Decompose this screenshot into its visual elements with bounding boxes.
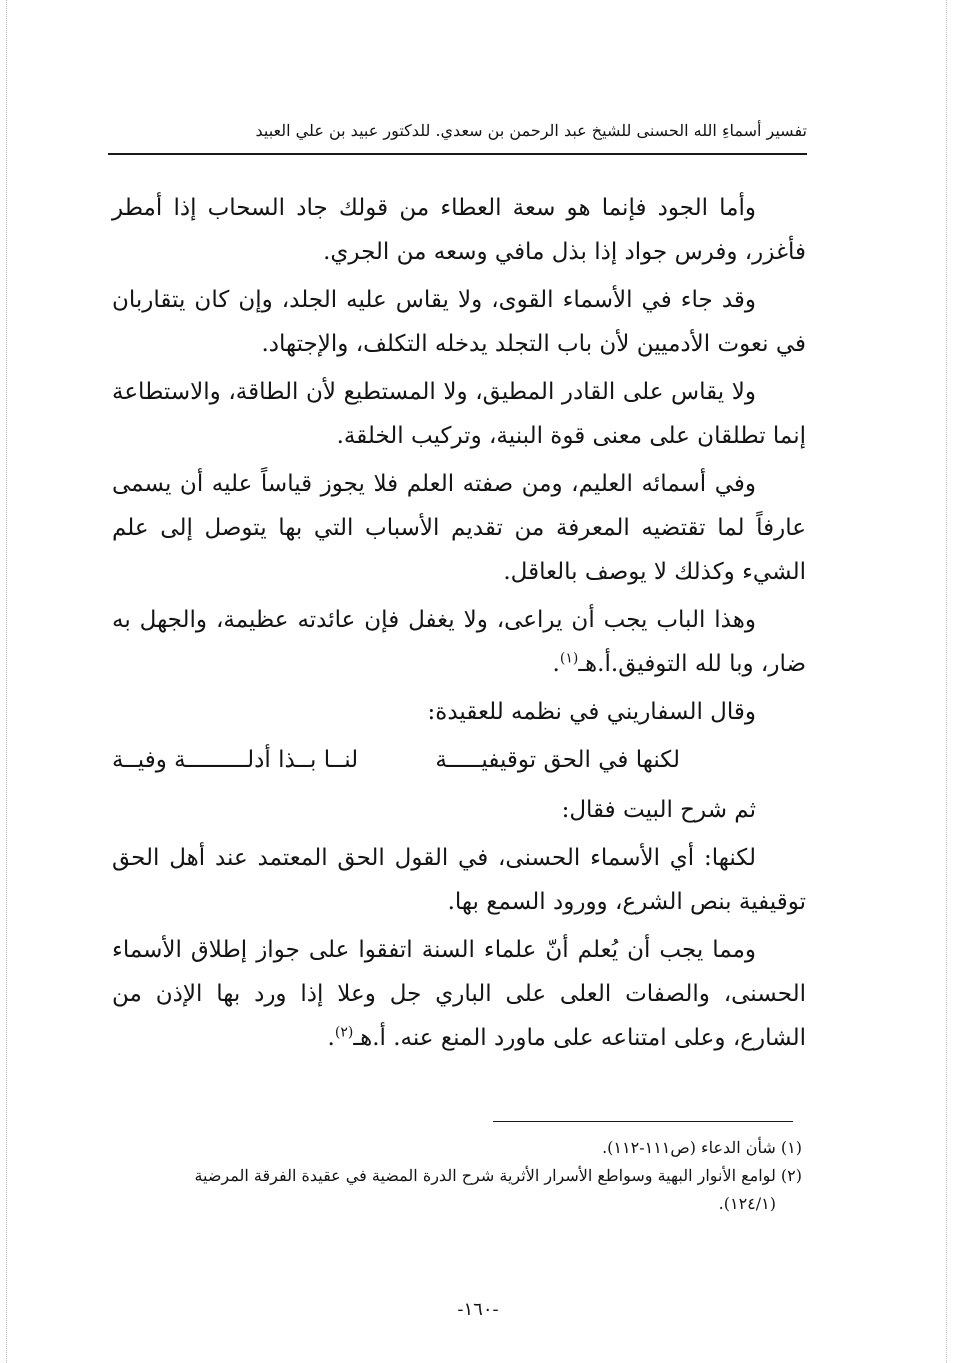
paragraph-aleem: وفي أسمائه العليم، ومن صفته العلم فلا يجوز قياساً عليه أن يسمى عارفاً لما تقتضيه المعرفة من تقديم الأسباب التي بها يتوصل إلى علم الشيء وكذلك لا يوصف بالعاقل. bbox=[112, 471, 806, 585]
paragraph-qawi: وقد جاء في الأسماء القوى، ولا يقاس عليه الجلد، وإن كان يتقاربان في نعوت الأدميين لأن باب التجلد يدخله التكلف، والإجتهاد. bbox=[112, 287, 806, 357]
footnote-1: (١) شأن الدعاء (ص١١١-١١٢). bbox=[602, 1138, 802, 1157]
footnotes bbox=[112, 1134, 802, 1218]
paragraph-ulama bbox=[112, 928, 806, 1060]
paragraph-sharh: ثم شرح البيت فقال: bbox=[561, 797, 756, 823]
paragraph-bab bbox=[112, 598, 806, 686]
footnote-ref-1[interactable]: (١) bbox=[559, 650, 579, 667]
running-header: تفسير أسماءِ الله الحسنى للشيخ عبد الرحمن بن سعدي. للدكتور عبيد بن علي العبيد bbox=[255, 121, 807, 140]
page-number: -١٦٠- bbox=[457, 1299, 499, 1320]
paragraph-safarini: وقال السفاريني في نظمه للعقيدة: bbox=[427, 699, 756, 725]
paragraph-ulama-text: ومما يجب أن يُعلم أنّ علماء السنة اتفقوا على جواز إطلاق الأسماء الحسنى، والصفات العلى على الباري جل وعلا إذا ورد بها الإذن من الشارع، وعلى امتناعه على ماورد المنع عنه. أ.هـ bbox=[112, 937, 806, 1051]
left-edge-dots bbox=[6, 0, 8, 1363]
paragraph-bab-text: وهذا الباب يجب أن يراعى، ولا يغفل فإن عائدته عظيمة، والجهل به ضار، وبا لله التوفيق.أ.هـ bbox=[112, 607, 806, 677]
header-rule bbox=[108, 153, 807, 155]
paragraph-jood: وأما الجود فإنما هو سعة العطاء من قولك جاد السحاب إذا أمطر فأغزر، وفرس جواد إذا بذل مافي وسعه من الجري. bbox=[112, 195, 806, 265]
footnote-2-continuation: (١٢٤/١). bbox=[718, 1194, 776, 1213]
right-edge-dots bbox=[946, 0, 948, 1363]
footnote-rule bbox=[493, 1121, 793, 1122]
poem-verse bbox=[112, 738, 806, 782]
paragraph-lakinnaha: لكنها: أي الأسماء الحسنى، في القول الحق المعتمد عند أهل الحق توقيفية بنص الشرع، وورود السمع بها. bbox=[112, 845, 806, 915]
paragraph-ulama-end: . bbox=[327, 1025, 335, 1051]
footnote-ref-2[interactable]: (٢) bbox=[334, 1024, 354, 1041]
paragraph-bab-end: . bbox=[552, 651, 560, 677]
main-text bbox=[112, 186, 806, 1064]
paragraph-qadir: ولا يقاس على القادر المطيق، ولا المستطيع لأن الطاقة، والاستطاعة إنما تطلقان على معنى قوة البنية، وتركيب الخلقة. bbox=[112, 379, 806, 449]
verse-first-hemistich: لكنها في الحق توقيفيـــــة bbox=[435, 747, 680, 773]
verse-second-hemistich: لنــا بــذا أدلـــــــــة وفيــة bbox=[112, 747, 359, 773]
footnote-2: (٢) لوامع الأنوار البهية وسواطع الأسرار الأثرية شرح الدرة المضية في عقيدة الفرقة المرضية bbox=[194, 1166, 802, 1185]
